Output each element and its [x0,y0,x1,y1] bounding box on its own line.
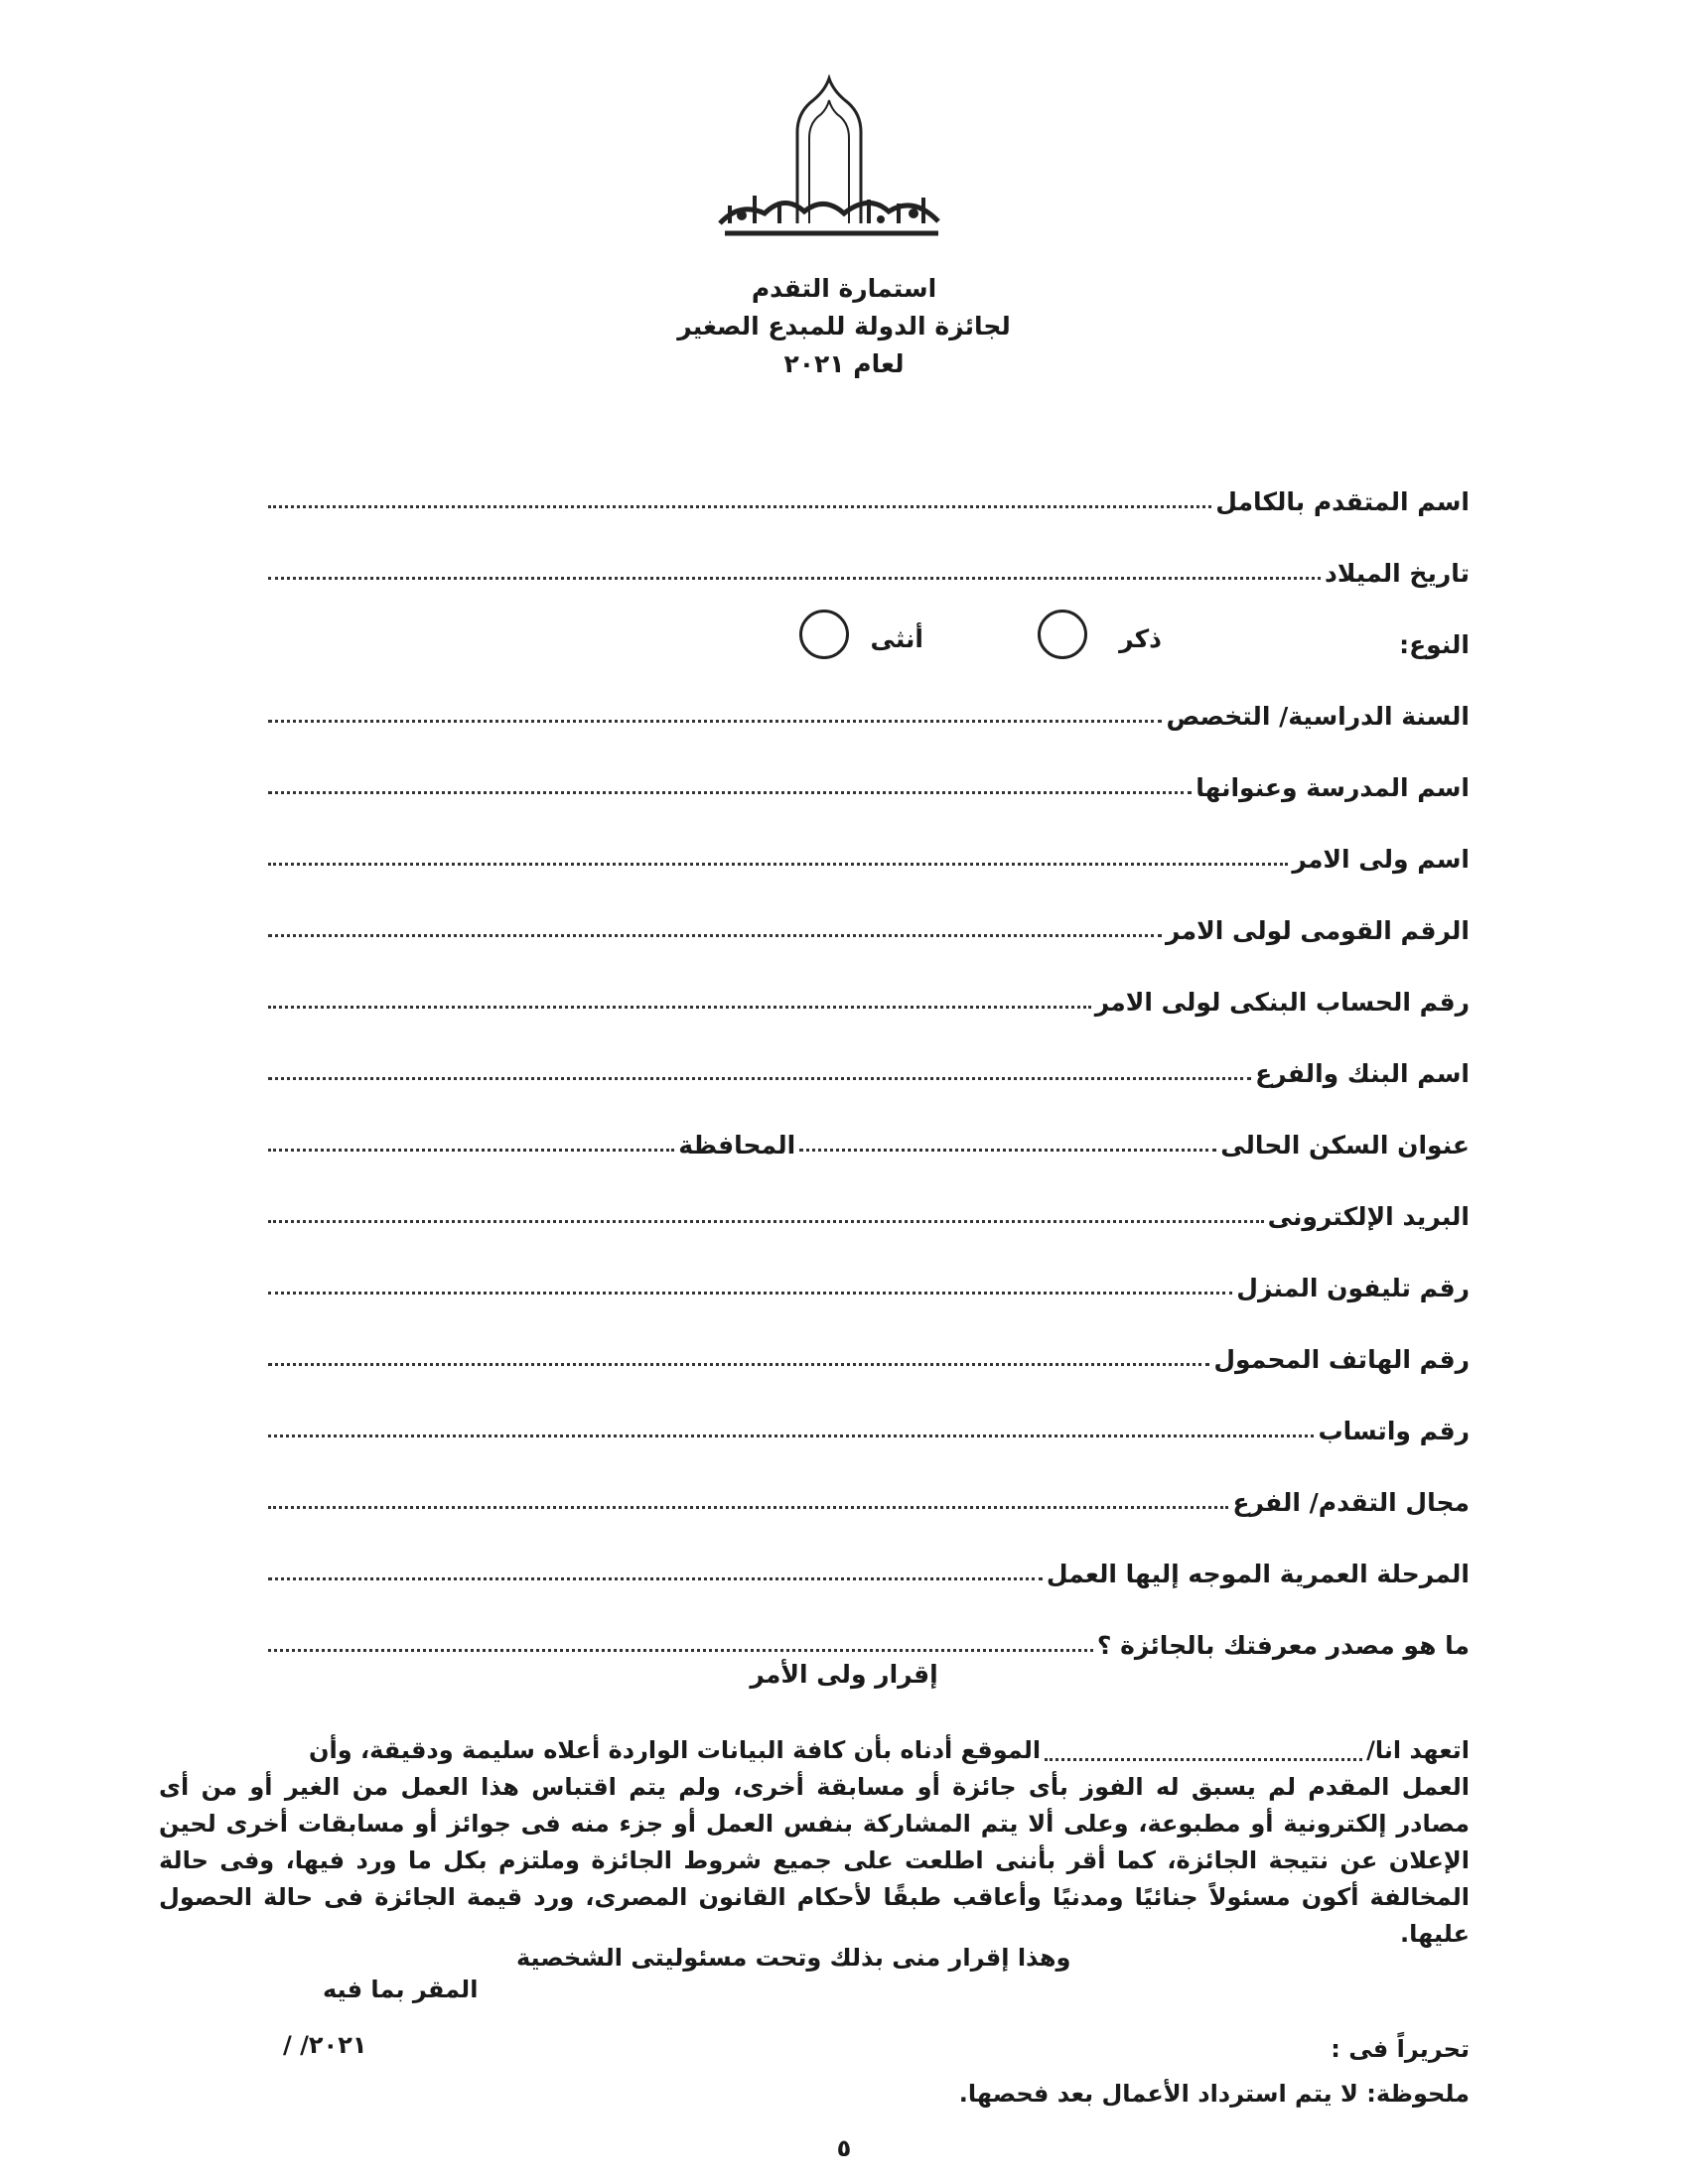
pledge-line: وهذا إقرار منى بذلك وتحت مسئوليتى الشخصية [516,1944,1071,1972]
fill-line[interactable] [268,1576,1043,1580]
fill-line[interactable] [799,1148,1216,1152]
signatory-label: المقر بما فيه [323,1976,479,2003]
field-study-year[interactable] [268,659,1470,731]
fill-line-governorate[interactable] [268,1148,674,1152]
field-label: البريد الإلكترونى [1267,1202,1470,1231]
dated-label: تحريراً فى : [1331,2035,1470,2063]
guardian-name-line[interactable] [1045,1758,1362,1761]
field-guardian-bank-account[interactable] [268,945,1470,1017]
fill-line[interactable] [268,1505,1228,1509]
field-label: عنوان السكن الحالى [1220,1131,1470,1160]
declaration-first-line [159,1732,1470,1769]
fill-line[interactable] [268,504,1211,508]
field-email[interactable] [268,1160,1470,1231]
field-label: تاريخ الميلاد [1324,559,1470,588]
field-source[interactable] [268,1588,1470,1660]
fill-line[interactable] [268,1433,1314,1437]
fill-line[interactable] [268,1219,1264,1223]
field-label: اسم ولى الامر [1292,845,1470,874]
field-label: النوع: [1399,630,1470,659]
form-fields [268,445,1470,1660]
field-label: اسم المدرسة وعنوانها [1196,773,1470,802]
gender-female-checkbox[interactable] [799,610,849,659]
field-label: رقم الحساب البنكى لولى الامر [1094,988,1470,1017]
fill-line[interactable] [268,862,1288,866]
award-name: لجائزة الدولة للمبدع الصغير [677,312,1011,341]
field-birth-date[interactable] [268,516,1470,588]
fill-line[interactable] [268,1076,1251,1080]
date-value[interactable]: ٢٠٢١/ / [283,2031,367,2059]
field-label: رقم تليفون المنزل [1236,1274,1470,1302]
gender-male-checkbox[interactable] [1038,610,1087,659]
pledge-prefix: اتعهد انا/ [1366,1736,1470,1764]
field-category[interactable] [268,1445,1470,1517]
field-label: ما هو مصدر معرفتك بالجائزة ؟ [1096,1631,1470,1660]
governorate-label: المحافظة [678,1131,796,1160]
award-year: لعام ٢٠٢١ [783,349,905,378]
gender-female-label: أنثى [870,624,923,653]
field-label: رقم الهاتف المحمول [1213,1345,1470,1374]
declaration-title: إقرار ولى الأمر [750,1660,938,1689]
field-label: اسم البنك والفرع [1255,1059,1470,1088]
page-number: ٥ [836,2134,852,2162]
fill-line[interactable] [268,790,1192,794]
field-label: اسم المتقدم بالكامل [1215,487,1470,516]
field-address[interactable] [268,1088,1470,1160]
field-home-phone[interactable] [268,1231,1470,1302]
gender-options [268,588,1470,659]
fill-line[interactable] [268,1005,1091,1009]
fill-line[interactable] [268,1362,1209,1366]
field-bank-branch[interactable] [268,1017,1470,1088]
fill-line[interactable] [268,576,1321,580]
fill-line[interactable] [268,933,1162,937]
fill-line[interactable] [268,719,1162,723]
field-full-name[interactable] [268,445,1470,516]
field-label: الرقم القومى لولى الامر [1166,916,1470,945]
field-guardian-name[interactable] [268,802,1470,874]
field-mobile[interactable] [268,1302,1470,1374]
form-header [0,270,1688,383]
fill-line[interactable] [268,1291,1232,1295]
declaration-text [159,1732,1470,1953]
field-label: المرحلة العمرية الموجه إليها العمل [1046,1560,1470,1588]
fill-line[interactable] [268,1648,1093,1652]
field-gender [268,588,1470,659]
field-whatsapp[interactable] [268,1374,1470,1445]
gender-male-label: ذكر [1119,624,1162,653]
field-guardian-national-id[interactable] [268,874,1470,945]
note-text: ملحوظة: لا يتم استرداد الأعمال بعد فحصها. [958,2080,1470,2108]
council-logo [710,74,948,253]
field-label: السنة الدراسية/ التخصص [1166,702,1470,731]
field-label: رقم واتساب [1318,1417,1470,1445]
field-school[interactable] [268,731,1470,802]
field-label: مجال التقدم/ الفرع [1232,1488,1470,1517]
declaration-body: العمل المقدم لم يسبق له الفوز بأى جائزة أو مسابقة أخرى، ولم يتم اقتباس هذا العمل من الغير أو من أى مصادر إلكترونية أو مطبوعة، وعلى ألا يتم المشاركة بنفس العمل أو جزء منه فى جوائز أو مسابقات أخرى لحين الإعلان عن نتيجة الجائزة، كما أقر بأننى اطلعت على جميع شروط الجائزة وملتزم بكل ما ورد فيها، وفى حالة المخالفة أكون مسئولاً جنائيًا ومدنيًا وأعاقب طبقًا لأحكام القانون المصرى، ورد قيمة الجائزة فى حالة الحصول عليها. [159,1773,1470,1948]
field-age-group[interactable] [268,1517,1470,1588]
form-title: استمارة التقدم [751,274,937,303]
declaration-p1: الموقع أدناه بأن كافة البيانات الواردة أعلاه سليمة ودقيقة، وأن [308,1736,1042,1764]
